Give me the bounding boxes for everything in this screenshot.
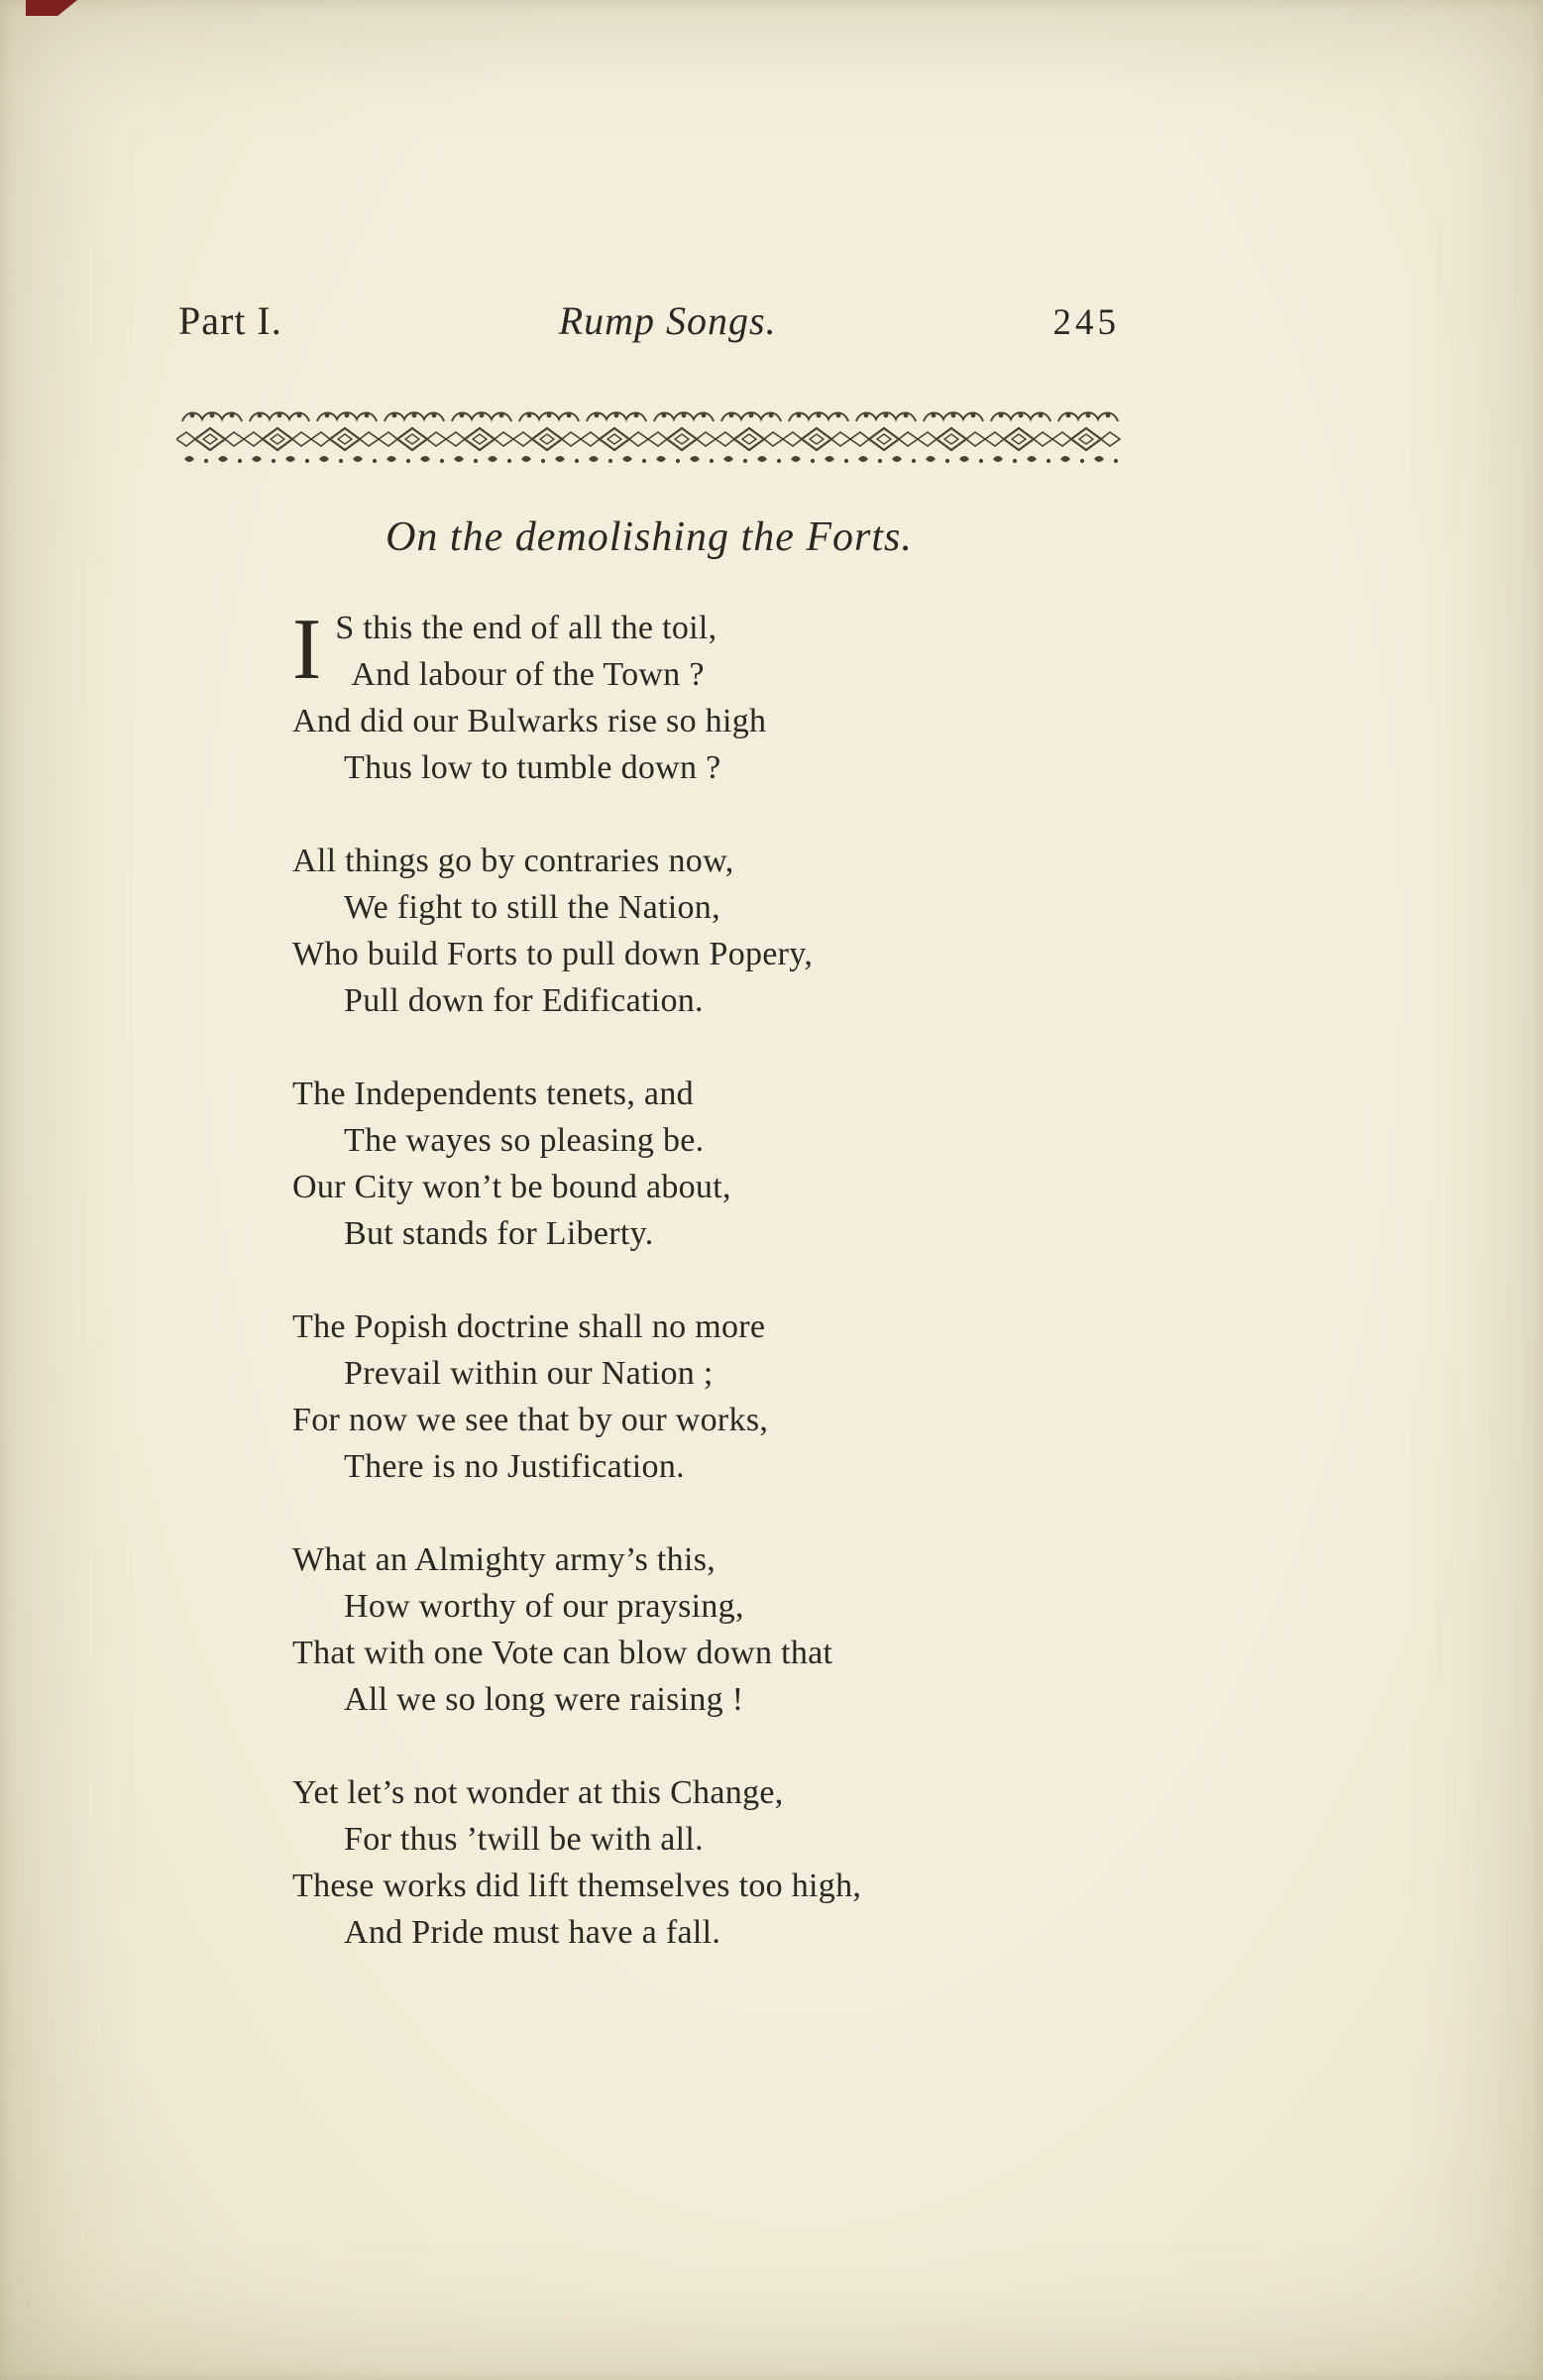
ornament-divider — [176, 408, 1122, 470]
binding-mark — [26, 0, 77, 16]
poem-line: How worthy of our praysing, — [344, 1588, 744, 1625]
part-label: Part I. — [178, 298, 282, 343]
poem-line: What an Almighty army’s this, — [292, 1541, 716, 1578]
stanza-5 — [292, 1536, 1105, 1723]
poem-line: All things go by contraries now, — [292, 843, 734, 879]
poem-line: But stands for Liberty. — [344, 1215, 654, 1252]
poem-line: Our City won’t be bound about, — [292, 1169, 731, 1205]
poem-line: There is no Justification. — [344, 1448, 685, 1485]
poem-line: For now we see that by our works, — [292, 1402, 769, 1438]
poem-line: S this the end of all the toil, — [335, 610, 717, 646]
poem-line: The Independents tenets, and — [292, 1076, 694, 1112]
poem-line: Thus low to tumble down ? — [344, 749, 721, 786]
poem-title: On the demolishing the Forts. — [386, 514, 913, 560]
poem-line: We fight to still the Nation, — [344, 889, 720, 926]
poem-line: All we so long were raising ! — [344, 1681, 744, 1718]
poem-line: These works did lift themselves too high, — [292, 1868, 862, 1904]
page-header — [178, 297, 1120, 344]
running-title: Rump Songs. — [558, 298, 777, 343]
poem-line: Who build Forts to pull down Popery, — [292, 936, 814, 972]
stanza-4 — [292, 1303, 1105, 1490]
poem-line: Yet let’s not wonder at this Change, — [292, 1774, 784, 1811]
poem-line: That with one Vote can blow down that — [292, 1635, 833, 1671]
opening-lines — [292, 602, 1105, 698]
poem-line: For thus ’twill be with all. — [344, 1821, 704, 1858]
poem-line: Pull down for Edification. — [344, 982, 704, 1019]
poem-line: Prevail within our Nation ; — [344, 1355, 714, 1392]
poem-line: And labour of the Town ? — [351, 656, 705, 693]
ornament-icon — [176, 408, 1122, 470]
stanza-2 — [292, 838, 1105, 1024]
poem-line: And Pride must have a fall. — [344, 1914, 721, 1951]
stanza-3 — [292, 1071, 1105, 1257]
stanza-1 — [292, 602, 1105, 791]
drop-cap: I — [292, 602, 322, 698]
stanza-6 — [292, 1769, 1105, 1956]
poem-line: And did our Bulwarks rise so high — [292, 703, 767, 739]
poem-body — [292, 602, 1105, 2002]
poem-line: The wayes so pleasing be. — [344, 1122, 705, 1159]
page-number: 245 — [1052, 302, 1120, 343]
poem-line: The Popish doctrine shall no more — [292, 1308, 766, 1345]
